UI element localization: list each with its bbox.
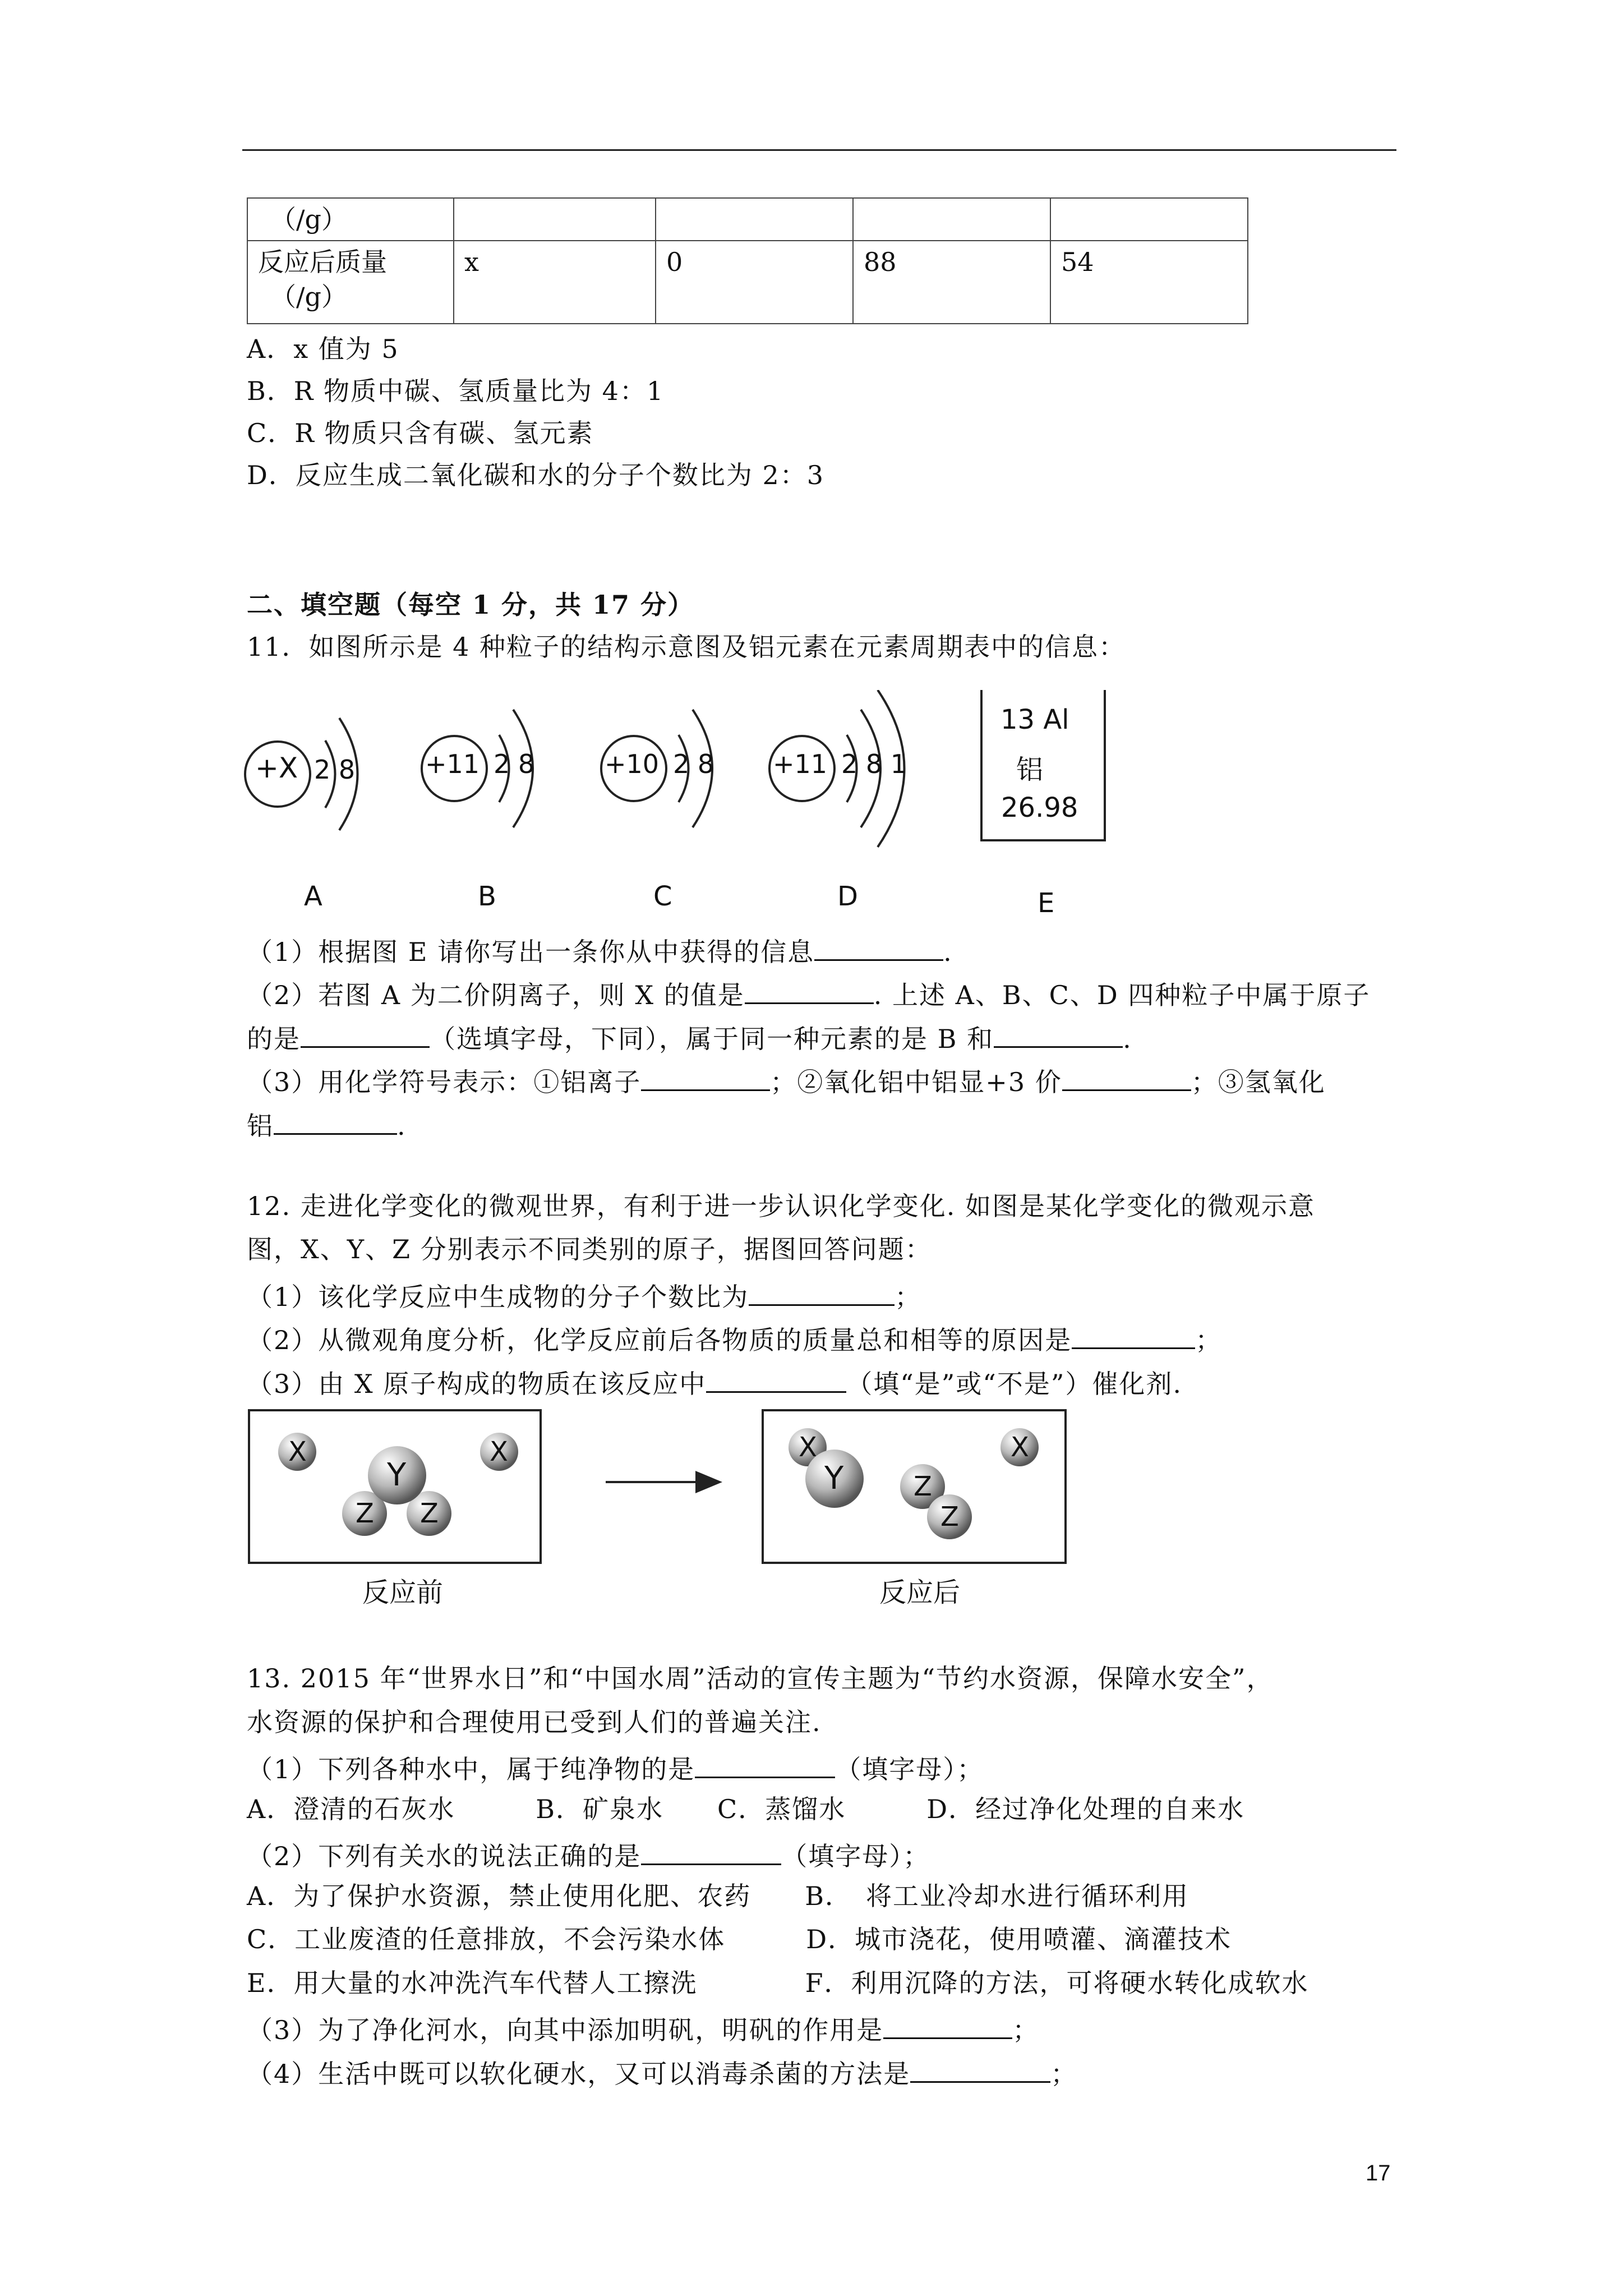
atom-z-before-2: Z bbox=[420, 1498, 439, 1529]
label-e: E bbox=[1038, 887, 1055, 919]
nucleus-b: +11 bbox=[425, 749, 480, 779]
before-label: 反应前 bbox=[362, 1577, 444, 1608]
atom-z-after-2: Z bbox=[940, 1501, 959, 1533]
element-name: 铝 bbox=[1016, 754, 1044, 785]
atom-x-after-2: X bbox=[1011, 1432, 1029, 1463]
shells-c: 2 8 bbox=[673, 749, 714, 779]
label-a: A bbox=[304, 881, 322, 912]
shells-a: 2 8 bbox=[314, 754, 356, 785]
q11-part1: （1）根据图 E 请你写出一条你从中获得的信息 . bbox=[247, 931, 953, 969]
after-label: 反应后 bbox=[879, 1577, 961, 1608]
table-cell: 0 bbox=[656, 241, 853, 324]
header-rule bbox=[242, 149, 1396, 151]
q12-part2: （2）从微观角度分析，化学反应前后各物质的质量总和相等的原因是 ； bbox=[247, 1319, 1222, 1357]
table-row bbox=[247, 241, 1248, 324]
element-number-symbol: 13 Al bbox=[1000, 704, 1069, 735]
label-d: D bbox=[837, 881, 858, 912]
atom-z-before-1: Z bbox=[356, 1498, 374, 1529]
atom-x-before-1: X bbox=[288, 1436, 307, 1467]
label-b: B bbox=[478, 881, 496, 912]
option-a: A．x 值为 5 bbox=[247, 334, 399, 364]
q13-part1-options: A．澄清的石灰水 B．矿泉水 C．蒸馏水 D．经过净化处理的自来水 bbox=[247, 1794, 1245, 1824]
mass-table bbox=[247, 197, 1248, 324]
table-cell: （/g） bbox=[247, 198, 454, 241]
q12-part1: （1）该化学反应中生成物的分子个数比为 ； bbox=[247, 1276, 921, 1314]
option-c: C．R 物质只含有碳、氢元素 bbox=[247, 418, 594, 448]
atom-x-before-2: X bbox=[490, 1436, 508, 1467]
q13-options-cd: C．工业废渣的任意排放，不会污染水体 D．城市浇花，使用喷灌、滴灌技术 bbox=[247, 1924, 1232, 1954]
table-cell bbox=[247, 241, 454, 324]
q11-part3: （3）用化学符号表示：①铝离子 ；②氧化铝中铝显+3 价 ；③氢氧化 bbox=[247, 1061, 1326, 1099]
q11-stem: 11．如图所示是 4 种粒子的结构示意图及铝元素在元素周期表中的信息： bbox=[247, 632, 1126, 662]
row-unit: （/g） bbox=[270, 282, 347, 312]
atom-y-before: Y bbox=[387, 1457, 407, 1493]
nucleus-d: +11 bbox=[773, 749, 828, 779]
q12-part3: （3）由 X 原子构成的物质在该反应中 （填“是”或“不是”）催化剂. bbox=[247, 1363, 1182, 1401]
q13-part2: （2）下列有关水的说法正确的是 （填字母）； bbox=[247, 1835, 930, 1873]
row-label: 反应后质量 bbox=[258, 247, 387, 277]
q12-stem-1: 12. 走进化学变化的微观世界，有利于进一步认识化学变化. 如图是某化学变化的微观示意 bbox=[247, 1191, 1316, 1221]
q11-part2-cont: 的是 （选填字母，下同），属于同一种元素的是 B 和 . bbox=[247, 1018, 1132, 1056]
table-cell: 54 bbox=[1050, 241, 1248, 324]
nucleus-c: +10 bbox=[605, 749, 660, 779]
page-number: 17 bbox=[1366, 2161, 1391, 2185]
reaction-diagram bbox=[247, 1408, 1077, 1576]
q12-stem-2: 图，X、Y、Z 分别表示不同类别的原子，据图回答问题： bbox=[247, 1234, 932, 1264]
q13-stem-2: 水资源的保护和合理使用已受到人们的普遍关注. bbox=[247, 1707, 822, 1737]
shells-b: 2 8 bbox=[494, 749, 535, 779]
table-cell: 88 bbox=[853, 241, 1050, 324]
table-row bbox=[247, 198, 1248, 241]
q13-part1: （1）下列各种水中，属于纯净物的是 （填字母）； bbox=[247, 1749, 984, 1786]
element-mass: 26.98 bbox=[1001, 792, 1078, 823]
table-cell bbox=[1050, 198, 1248, 241]
atom-y-after: Y bbox=[824, 1460, 844, 1497]
atom-x-after-1: X bbox=[799, 1432, 817, 1463]
table-cell: x bbox=[454, 241, 656, 324]
q11-part2: （2）若图 A 为二价阴离子，则 X 的值是 . 上述 A、B、C、D 四种粒子中属于原子 bbox=[247, 974, 1370, 1012]
section-title: 二、填空题（每空 1 分，共 17 分） bbox=[247, 590, 695, 620]
table-cell bbox=[853, 198, 1050, 241]
q13-part3: （3）为了净化河水，向其中添加明矾，明矾的作用是 ； bbox=[247, 2009, 1039, 2047]
label-c: C bbox=[653, 881, 672, 912]
q13-options-ab: A．为了保护水资源，禁止使用化肥、农药 B． 将工业冷却水进行循环利用 bbox=[247, 1881, 1189, 1911]
table-cell bbox=[454, 198, 656, 241]
q13-part4: （4）生活中既可以软化硬水，又可以消毒杀菌的方法是 ； bbox=[247, 2053, 1077, 2091]
shells-d: 2 8 1 bbox=[841, 749, 907, 779]
q13-options-ef: E．用大量的水冲洗汽车代替人工擦洗 F．利用沉降的方法，可将硬水转化成软水 bbox=[247, 1968, 1309, 1998]
nucleus-a: +X bbox=[255, 752, 298, 784]
q13-stem-1: 13. 2015 年“世界水日”和“中国水周”活动的宣传主题为“节约水资源，保障水安全”， bbox=[247, 1663, 1274, 1694]
option-d: D．反应生成二氧化碳和水的分子个数比为 2：3 bbox=[247, 460, 825, 490]
q11-part3-cont: 铝 . bbox=[247, 1105, 407, 1143]
atom-z-after-1: Z bbox=[914, 1471, 932, 1502]
table-cell bbox=[656, 198, 853, 241]
atom-diagrams bbox=[241, 690, 1127, 926]
option-b: B．R 物质中碳、氢质量比为 4：1 bbox=[247, 376, 665, 406]
